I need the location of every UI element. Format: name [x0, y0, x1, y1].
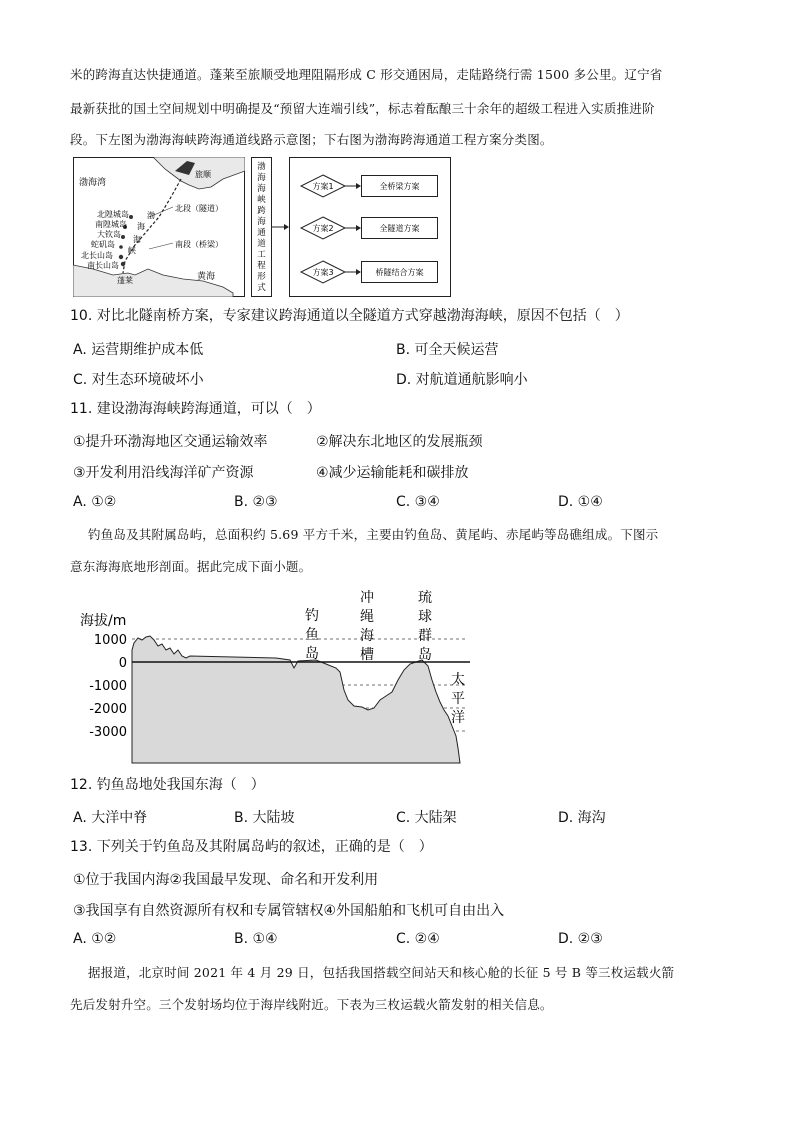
- q12-option-b[interactable]: B. 大陆坡: [234, 810, 295, 826]
- strait-char-4: 峡: [128, 246, 136, 255]
- q10-option-a[interactable]: A. 运营期维护成本低: [73, 342, 204, 358]
- label-lushun: 旅顺: [195, 170, 211, 179]
- diaoyu-intro-line-1: 钓鱼岛及其附属岛屿，总面积约 5.69 平方千米，主要由钓鱼岛、黄尾屿、赤尾屿等岛礁组成。下图示: [88, 527, 659, 542]
- y-axis-label: 海拔/m: [80, 613, 127, 629]
- intro-line-2: 最新获批的国土空间规划中明确提及“预留大连端引线”，标志着酝酿三十余年的超级工程进入实质推进阶: [70, 101, 655, 116]
- scheme-title-char: 道: [257, 239, 266, 249]
- plan-1-desc: 全桥梁方案: [379, 182, 420, 191]
- y-tick-minus-2000: -2000: [89, 702, 127, 717]
- plan-3-desc: 桥隧结合方案: [375, 268, 424, 277]
- scheme-title-char: 海: [257, 173, 266, 183]
- label-diaoyu-1: 钓: [305, 608, 319, 624]
- seafloor-profile-chart: [76, 588, 476, 768]
- scheme-title-char: 海: [257, 184, 266, 194]
- label-okinawa-3: 海: [360, 628, 374, 644]
- y-tick-minus-3000: -3000: [89, 725, 127, 740]
- scheme-title-char: 程: [257, 261, 266, 271]
- label-diaoyu-3: 岛: [305, 646, 319, 662]
- q11-statement-1: ①提升环渤海地区交通运输效率: [73, 434, 268, 450]
- label-pacific-3: 洋: [451, 710, 465, 726]
- label-okinawa-2: 绳: [360, 609, 374, 625]
- label-okinawa-4: 槽: [360, 647, 374, 663]
- scheme-title-char: 峡: [257, 195, 266, 205]
- diaoyu-intro-line-2: 意东海海底地形剖面。据此完成下面小题。: [70, 559, 312, 574]
- q12-stem: 12. 钓鱼岛地处我国东海（ ）: [70, 777, 265, 793]
- scheme-title-char: 跨: [257, 206, 266, 216]
- scheme-title-char: 式: [257, 283, 266, 293]
- label-beihuangcheng: 北隍城岛: [97, 210, 129, 219]
- plan-1-label: 方案1: [312, 182, 334, 191]
- label-south-section: 南段（桥梁）: [175, 240, 223, 249]
- scheme-title-char: 工: [257, 250, 266, 260]
- y-tick-0: 0: [118, 656, 127, 671]
- label-okinawa-1: 冲: [360, 590, 374, 606]
- label-pacific-1: 太: [451, 672, 465, 688]
- q13-stem: 13. 下列关于钓鱼岛及其附属岛屿的叙述，正确的是（ ）: [70, 839, 433, 855]
- plan-3-label: 方案3: [312, 268, 334, 277]
- y-tick-1000: 1000: [93, 633, 127, 648]
- q11-option-d[interactable]: D. ①④: [558, 494, 603, 510]
- label-yellow-sea: 黄海: [197, 272, 216, 282]
- scheme-title-char: 形: [257, 272, 266, 282]
- q12-option-c[interactable]: C. 大陆架: [396, 810, 457, 826]
- q13-option-c[interactable]: C. ②④: [396, 931, 440, 947]
- strait-char-2: 海: [137, 222, 145, 231]
- label-beichangshan: 北长山岛: [81, 251, 113, 260]
- q13-statement-3-4: ③我国享有自然资源所有权和专属管辖权④外国船舶和飞机可自由出入: [73, 903, 505, 919]
- label-nanchangshan: 南长山岛: [87, 261, 119, 270]
- label-ryukyu-4: 岛: [418, 647, 432, 663]
- q12-option-a[interactable]: A. 大洋中脊: [73, 810, 148, 826]
- intro-line-3: 段。下左图为渤海海峡跨海通道线路示意图；下右图为渤海跨海通道工程方案分类图。: [70, 132, 553, 147]
- plan-2-label: 方案2: [312, 224, 334, 233]
- q12-option-d[interactable]: D. 海沟: [558, 810, 606, 826]
- plan-2-desc: 全隧道方案: [379, 224, 420, 233]
- q10-option-d[interactable]: D. 对航道通航影响小: [396, 372, 528, 388]
- q10-stem: 10. 对比北隧南桥方案，专家建议跨海通道以全隧道方式穿越渤海海峡，原因不包括（ ）: [70, 308, 629, 324]
- q11-statement-2: ②解决东北地区的发展瓶颈: [316, 434, 483, 450]
- q13-statement-1-2: ①位于我国内海②我国最早发现、命名和开发利用: [73, 872, 379, 888]
- label-tuoji: 蛇矶岛: [91, 240, 115, 249]
- label-pacific-2: 平: [451, 691, 465, 707]
- q11-stem: 11. 建设渤海海峡跨海通道，可以（ ）: [70, 401, 321, 417]
- label-penglai: 蓬莱: [117, 276, 133, 285]
- scheme-title-char: 海: [257, 217, 266, 227]
- label-ryukyu-2: 球: [418, 609, 432, 625]
- q13-option-b[interactable]: B. ①④: [234, 931, 278, 947]
- rocket-intro-line-2: 先后发射升空。三个发射场均位于海岸线附近。下表为三枚运载火箭发射的相关信息。: [70, 997, 553, 1012]
- q10-option-b[interactable]: B. 可全天候运营: [396, 342, 499, 358]
- strait-char-1: 渤: [147, 211, 155, 220]
- q11-statement-4: ④减少运输能耗和碳排放: [316, 465, 469, 481]
- q10-option-c[interactable]: C. 对生态环境破坏小: [73, 372, 204, 388]
- label-daqin: 大钦岛: [97, 230, 121, 239]
- q13-option-d[interactable]: D. ②③: [558, 931, 603, 947]
- intro-line-1: 米的跨海直达快捷通道。蓬莱至旅顺受地理阻隔形成 C 形交通困局，走陆路绕行需 1500 多公里。辽宁省: [70, 67, 663, 82]
- label-ryukyu-3: 群: [418, 628, 432, 644]
- seafloor-terrain: [132, 636, 460, 763]
- strait-char-3: 海: [133, 235, 141, 244]
- q13-option-a[interactable]: A. ①②: [73, 931, 117, 947]
- q11-statement-3: ③开发利用沿线海洋矿产资源: [73, 465, 254, 481]
- scheme-diagram: [251, 157, 451, 297]
- label-north-section: 北段（隧道）: [175, 204, 223, 213]
- q11-option-c[interactable]: C. ③④: [396, 494, 440, 510]
- bohai-strait-map: [73, 157, 245, 297]
- rocket-intro-line-1: 据报道，北京时间 2021 年 4 月 29 日，包括我国搭载空间站天和核心舱的长征 5 号 B 等三枚运载火箭: [88, 965, 675, 980]
- label-bohai-bay: 渤海湾: [79, 178, 107, 188]
- label-nanhuangcheng: 南隍城岛: [95, 220, 127, 229]
- q11-option-b[interactable]: B. ②③: [234, 494, 278, 510]
- label-diaoyu-2: 鱼: [305, 627, 319, 643]
- scheme-title-char: 渤: [257, 162, 266, 172]
- scheme-title-char: 通: [257, 228, 266, 238]
- y-tick-minus-1000: -1000: [89, 679, 127, 694]
- label-ryukyu-1: 琉: [418, 590, 432, 606]
- q11-option-a[interactable]: A. ①②: [73, 494, 117, 510]
